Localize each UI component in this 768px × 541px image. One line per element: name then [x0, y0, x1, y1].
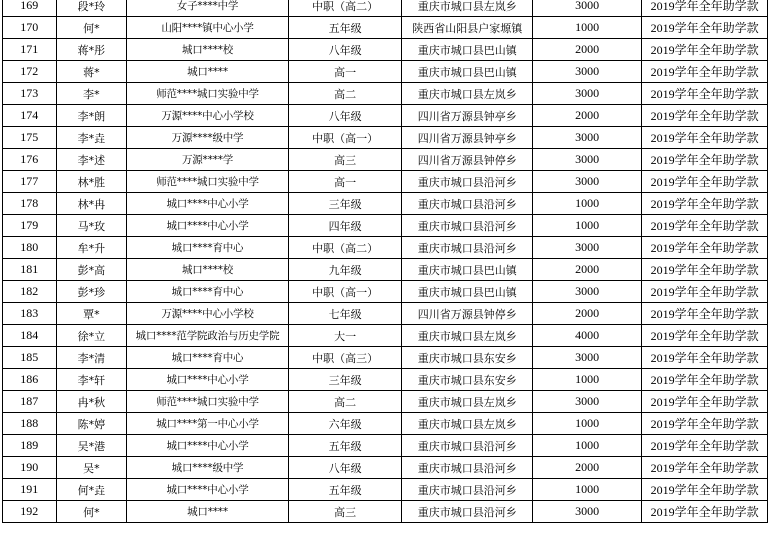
amount-cell: 3000 [533, 127, 642, 149]
school-cell: 城口****中心小学 [127, 435, 289, 457]
address-cell: 重庆市城口县沿河乡 [402, 237, 533, 259]
school-cell: 山阳****镇中心小学 [127, 17, 289, 39]
row-number-cell: 192 [3, 501, 57, 523]
school-cell: 师范****城口实验中学 [127, 171, 289, 193]
grade-cell: 中职（高二） [288, 0, 401, 17]
school-cell: 城口****中心小学 [127, 215, 289, 237]
name-cell: 李*垚 [56, 127, 127, 149]
table-row [3, 127, 768, 149]
school-cell: 万源****中心小学校 [127, 105, 289, 127]
amount-cell: 3000 [533, 501, 642, 523]
row-number-cell: 177 [3, 171, 57, 193]
name-cell: 段*玲 [56, 0, 127, 17]
grade-cell: 三年级 [288, 369, 401, 391]
name-cell: 吴*港 [56, 435, 127, 457]
address-cell: 重庆市城口县巴山镇 [402, 39, 533, 61]
table-row [3, 435, 768, 457]
row-number-cell: 185 [3, 347, 57, 369]
row-number-cell: 170 [3, 17, 57, 39]
grade-cell: 高三 [288, 149, 401, 171]
table-row [3, 0, 768, 17]
row-number-cell: 186 [3, 369, 57, 391]
amount-cell: 1000 [533, 435, 642, 457]
grade-cell: 八年级 [288, 39, 401, 61]
table-row [3, 193, 768, 215]
item-cell: 2019学年全年助学款 [642, 193, 768, 215]
school-cell: 城口****中心小学 [127, 369, 289, 391]
row-number-cell: 175 [3, 127, 57, 149]
table-row [3, 149, 768, 171]
name-cell: 李*述 [56, 149, 127, 171]
row-number-cell: 180 [3, 237, 57, 259]
school-cell: 城口****育中心 [127, 347, 289, 369]
amount-cell: 1000 [533, 17, 642, 39]
table-row [3, 61, 768, 83]
school-cell: 城口****育中心 [127, 281, 289, 303]
grade-cell: 七年级 [288, 303, 401, 325]
name-cell: 冉*秋 [56, 391, 127, 413]
address-cell: 重庆市城口县东安乡 [402, 347, 533, 369]
amount-cell: 3000 [533, 237, 642, 259]
table-row [3, 325, 768, 347]
school-cell: 城口**** [127, 501, 289, 523]
name-cell: 吴* [56, 457, 127, 479]
item-cell: 2019学年全年助学款 [642, 303, 768, 325]
item-cell: 2019学年全年助学款 [642, 39, 768, 61]
name-cell: 陈*婷 [56, 413, 127, 435]
table-row [3, 39, 768, 61]
table-row [3, 479, 768, 501]
amount-cell: 1000 [533, 193, 642, 215]
address-cell: 四川省万源县钟停乡 [402, 303, 533, 325]
address-cell: 重庆市城口县沿河乡 [402, 457, 533, 479]
name-cell: 林*冉 [56, 193, 127, 215]
name-cell: 何* [56, 17, 127, 39]
row-number-cell: 174 [3, 105, 57, 127]
school-cell: 城口**** [127, 61, 289, 83]
table-row [3, 17, 768, 39]
table-row [3, 281, 768, 303]
school-cell: 城口****育中心 [127, 237, 289, 259]
address-cell: 重庆市城口县巴山镇 [402, 281, 533, 303]
grade-cell: 三年级 [288, 193, 401, 215]
name-cell: 蒋* [56, 61, 127, 83]
name-cell: 牟*升 [56, 237, 127, 259]
row-number-cell: 190 [3, 457, 57, 479]
address-cell: 四川省万源县钟亭乡 [402, 127, 533, 149]
address-cell: 重庆市城口县沿河乡 [402, 479, 533, 501]
table-row [3, 457, 768, 479]
school-cell: 城口****校 [127, 259, 289, 281]
table-row [3, 413, 768, 435]
row-number-cell: 173 [3, 83, 57, 105]
table-row [3, 259, 768, 281]
grade-cell: 中职（高一） [288, 127, 401, 149]
grade-cell: 八年级 [288, 105, 401, 127]
name-cell: 李*清 [56, 347, 127, 369]
school-cell: 师范****城口实验中学 [127, 391, 289, 413]
address-cell: 重庆市城口县左岚乡 [402, 413, 533, 435]
grade-cell: 五年级 [288, 435, 401, 457]
table-row [3, 237, 768, 259]
amount-cell: 1000 [533, 215, 642, 237]
grade-cell: 大一 [288, 325, 401, 347]
item-cell: 2019学年全年助学款 [642, 83, 768, 105]
table-row [3, 105, 768, 127]
item-cell: 2019学年全年助学款 [642, 259, 768, 281]
school-cell: 万源****级中学 [127, 127, 289, 149]
address-cell: 重庆市城口县左岚乡 [402, 0, 533, 17]
address-cell: 四川省万源县钟亭乡 [402, 105, 533, 127]
row-number-cell: 181 [3, 259, 57, 281]
table-row [3, 83, 768, 105]
table-body [3, 0, 768, 523]
table-row [3, 347, 768, 369]
address-cell: 重庆市城口县沿河乡 [402, 171, 533, 193]
item-cell: 2019学年全年助学款 [642, 435, 768, 457]
address-cell: 四川省万源县钟停乡 [402, 149, 533, 171]
table-row [3, 215, 768, 237]
item-cell: 2019学年全年助学款 [642, 149, 768, 171]
address-cell: 重庆市城口县沿河乡 [402, 215, 533, 237]
row-number-cell: 189 [3, 435, 57, 457]
address-cell: 重庆市城口县沿河乡 [402, 435, 533, 457]
amount-cell: 3000 [533, 83, 642, 105]
aid-table [2, 0, 768, 523]
school-cell: 城口****范学院政治与历史学院 [127, 325, 289, 347]
grade-cell: 四年级 [288, 215, 401, 237]
name-cell: 李* [56, 83, 127, 105]
item-cell: 2019学年全年助学款 [642, 501, 768, 523]
address-cell: 重庆市城口县东安乡 [402, 369, 533, 391]
item-cell: 2019学年全年助学款 [642, 347, 768, 369]
item-cell: 2019学年全年助学款 [642, 17, 768, 39]
row-number-cell: 187 [3, 391, 57, 413]
grade-cell: 八年级 [288, 457, 401, 479]
name-cell: 彭*高 [56, 259, 127, 281]
school-cell: 万源****学 [127, 149, 289, 171]
amount-cell: 1000 [533, 413, 642, 435]
school-cell: 女子****中学 [127, 0, 289, 17]
item-cell: 2019学年全年助学款 [642, 61, 768, 83]
name-cell: 蒋*彤 [56, 39, 127, 61]
table-row [3, 303, 768, 325]
school-cell: 城口****校 [127, 39, 289, 61]
item-cell: 2019学年全年助学款 [642, 413, 768, 435]
amount-cell: 3000 [533, 149, 642, 171]
amount-cell: 3000 [533, 347, 642, 369]
name-cell: 林*胜 [56, 171, 127, 193]
amount-cell: 3000 [533, 171, 642, 193]
amount-cell: 1000 [533, 369, 642, 391]
amount-cell: 3000 [533, 61, 642, 83]
grade-cell: 高二 [288, 83, 401, 105]
address-cell: 重庆市城口县沿河乡 [402, 193, 533, 215]
grade-cell: 高二 [288, 391, 401, 413]
name-cell: 李*朗 [56, 105, 127, 127]
item-cell: 2019学年全年助学款 [642, 369, 768, 391]
amount-cell: 3000 [533, 391, 642, 413]
spreadsheet [2, 0, 768, 523]
row-number-cell: 179 [3, 215, 57, 237]
school-cell: 万源****中心小学校 [127, 303, 289, 325]
item-cell: 2019学年全年助学款 [642, 215, 768, 237]
item-cell: 2019学年全年助学款 [642, 171, 768, 193]
row-number-cell: 178 [3, 193, 57, 215]
school-cell: 城口****级中学 [127, 457, 289, 479]
grade-cell: 高三 [288, 501, 401, 523]
address-cell: 重庆市城口县巴山镇 [402, 259, 533, 281]
grade-cell: 中职（高三） [288, 347, 401, 369]
item-cell: 2019学年全年助学款 [642, 237, 768, 259]
address-cell: 重庆市城口县左岚乡 [402, 391, 533, 413]
item-cell: 2019学年全年助学款 [642, 457, 768, 479]
school-cell: 城口****中心小学 [127, 193, 289, 215]
item-cell: 2019学年全年助学款 [642, 281, 768, 303]
name-cell: 马*玫 [56, 215, 127, 237]
item-cell: 2019学年全年助学款 [642, 325, 768, 347]
row-number-cell: 191 [3, 479, 57, 501]
table-row [3, 501, 768, 523]
item-cell: 2019学年全年助学款 [642, 0, 768, 17]
item-cell: 2019学年全年助学款 [642, 479, 768, 501]
grade-cell: 高一 [288, 171, 401, 193]
grade-cell: 中职（高二） [288, 237, 401, 259]
name-cell: 彭*珍 [56, 281, 127, 303]
amount-cell: 2000 [533, 303, 642, 325]
row-number-cell: 183 [3, 303, 57, 325]
row-number-cell: 172 [3, 61, 57, 83]
school-cell: 城口****中心小学 [127, 479, 289, 501]
row-number-cell: 182 [3, 281, 57, 303]
amount-cell: 3000 [533, 281, 642, 303]
amount-cell: 2000 [533, 457, 642, 479]
grade-cell: 高一 [288, 61, 401, 83]
school-cell: 城口****第一中心小学 [127, 413, 289, 435]
item-cell: 2019学年全年助学款 [642, 127, 768, 149]
amount-cell: 3000 [533, 0, 642, 17]
address-cell: 重庆市城口县左岚乡 [402, 83, 533, 105]
row-number-cell: 171 [3, 39, 57, 61]
item-cell: 2019学年全年助学款 [642, 105, 768, 127]
item-cell: 2019学年全年助学款 [642, 391, 768, 413]
amount-cell: 2000 [533, 39, 642, 61]
amount-cell: 1000 [533, 479, 642, 501]
address-cell: 陕西省山阳县户家塬镇 [402, 17, 533, 39]
address-cell: 重庆市城口县左岚乡 [402, 325, 533, 347]
grade-cell: 五年级 [288, 17, 401, 39]
grade-cell: 六年级 [288, 413, 401, 435]
amount-cell: 2000 [533, 259, 642, 281]
row-number-cell: 188 [3, 413, 57, 435]
table-row [3, 391, 768, 413]
row-number-cell: 176 [3, 149, 57, 171]
amount-cell: 2000 [533, 105, 642, 127]
name-cell: 何*垚 [56, 479, 127, 501]
address-cell: 重庆市城口县沿河乡 [402, 501, 533, 523]
name-cell: 覃* [56, 303, 127, 325]
address-cell: 重庆市城口县巴山镇 [402, 61, 533, 83]
grade-cell: 九年级 [288, 259, 401, 281]
row-number-cell: 184 [3, 325, 57, 347]
name-cell: 何* [56, 501, 127, 523]
table-row [3, 171, 768, 193]
name-cell: 徐*立 [56, 325, 127, 347]
school-cell: 师范****城口实验中学 [127, 83, 289, 105]
amount-cell: 4000 [533, 325, 642, 347]
name-cell: 李*轩 [56, 369, 127, 391]
row-number-cell: 169 [3, 0, 57, 17]
grade-cell: 中职（高一） [288, 281, 401, 303]
table-row [3, 369, 768, 391]
grade-cell: 五年级 [288, 479, 401, 501]
